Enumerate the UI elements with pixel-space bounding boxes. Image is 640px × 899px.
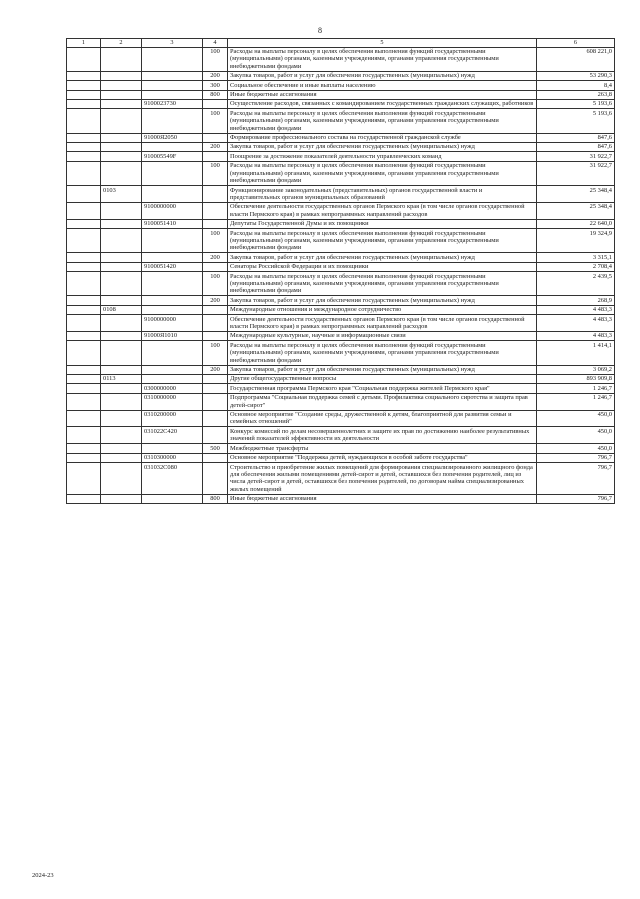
cell-description: Осуществление расходов, связанных с командированием государственных гражданских служащих, работников: [228, 99, 537, 108]
cell-description: Закупка товаров, работ и услуг для обеспечения государственных (муниципальных) нужд: [228, 71, 537, 80]
cell-expense-type: [203, 427, 228, 444]
cell-section: [101, 229, 142, 253]
cell-col-1: [67, 109, 101, 133]
cell-target-article: [142, 229, 203, 253]
cell-expense-type: [203, 186, 228, 203]
cell-col-1: [67, 253, 101, 262]
cell-expense-type: 800: [203, 90, 228, 99]
cell-section: [101, 109, 142, 133]
cell-col-1: [67, 494, 101, 503]
cell-expense-type: 200: [203, 71, 228, 80]
cell-description: Расходы на выплаты персоналу в целях обеспечения выполнения функций государственными (муниципальными) органами, казенными учреждениями, органами управления государственными внебюджетными фондами: [228, 272, 537, 296]
cell-description: Расходы на выплаты персоналу в целях обеспечения выполнения функций государственными (муниципальными) органами, казенными учреждениями, органами управления государственными внебюджетными фондами: [228, 47, 537, 71]
cell-description: Закупка товаров, работ и услуг для обеспечения государственных (муниципальных) нужд: [228, 253, 537, 262]
cell-target-article: 0300000000: [142, 384, 203, 393]
cell-target-article: 031022С420: [142, 427, 203, 444]
cell-amount: 19 324,9: [537, 229, 615, 253]
cell-section: 0113: [101, 374, 142, 383]
cell-expense-type: 100: [203, 341, 228, 365]
cell-expense-type: [203, 99, 228, 108]
cell-col-1: [67, 463, 101, 495]
cell-col-1: [67, 90, 101, 99]
column-header: 2: [101, 39, 142, 48]
cell-target-article: [142, 47, 203, 71]
cell-section: [101, 253, 142, 262]
cell-amount: 25 348,4: [537, 186, 615, 203]
cell-description: Межбюджетные трансферты: [228, 444, 537, 453]
cell-expense-type: 200: [203, 296, 228, 305]
cell-target-article: 9100000000: [142, 315, 203, 332]
table-row: [67, 272, 615, 296]
cell-section: [101, 161, 142, 185]
cell-description: Обеспечение деятельности государственных органов Пермского края (в том числе органов государственной власти Пермского края) в рамках непрограммных направлений расходов: [228, 202, 537, 219]
cell-target-article: 0310200000: [142, 410, 203, 427]
table-row: [67, 427, 615, 444]
cell-section: [101, 331, 142, 340]
cell-col-1: [67, 161, 101, 185]
table-row: [67, 229, 615, 253]
column-header: 3: [142, 39, 203, 48]
cell-expense-type: [203, 453, 228, 462]
cell-col-1: [67, 133, 101, 142]
cell-col-1: [67, 262, 101, 271]
column-header: 1: [67, 39, 101, 48]
cell-section: [101, 81, 142, 90]
table-body: [67, 47, 615, 504]
cell-target-article: [142, 142, 203, 151]
cell-col-1: [67, 341, 101, 365]
cell-expense-type: 500: [203, 444, 228, 453]
cell-description: Подпрограмма "Социальная поддержка семей с детьми. Профилактика социального сиротства и защита прав детей-сирот": [228, 393, 537, 410]
cell-col-1: [67, 186, 101, 203]
cell-target-article: 9100023730: [142, 99, 203, 108]
cell-target-article: [142, 341, 203, 365]
cell-amount: 3 315,1: [537, 253, 615, 262]
column-header: 4: [203, 39, 228, 48]
cell-amount: 3 069,2: [537, 365, 615, 374]
table-row: [67, 453, 615, 462]
cell-section: [101, 315, 142, 332]
cell-amount: 4 483,3: [537, 315, 615, 332]
cell-amount: 5 193,6: [537, 109, 615, 133]
cell-target-article: [142, 272, 203, 296]
cell-description: Международные отношения и международное сотрудничество: [228, 305, 537, 314]
cell-target-article: 0310000000: [142, 393, 203, 410]
cell-description: Расходы на выплаты персоналу в целях обеспечения выполнения функций государственными (муниципальными) органами, казенными учреждениями, органами управления государственными внебюджетными фондами: [228, 341, 537, 365]
cell-section: [101, 152, 142, 161]
cell-expense-type: [203, 410, 228, 427]
cell-description: Расходы на выплаты персоналу в целях обеспечения выполнения функций государственными (муниципальными) органами, казенными учреждениями, органами управления государственными внебюджетными фондами: [228, 109, 537, 133]
table-row: [67, 331, 615, 340]
cell-amount: 31 922,7: [537, 161, 615, 185]
cell-description: Закупка товаров, работ и услуг для обеспечения государственных (муниципальных) нужд: [228, 296, 537, 305]
cell-amount: 4 483,3: [537, 331, 615, 340]
cell-description: Формирование профессионального состава на государственной гражданской службе: [228, 133, 537, 142]
cell-target-article: [142, 365, 203, 374]
cell-col-1: [67, 202, 101, 219]
cell-amount: 5 193,6: [537, 99, 615, 108]
cell-description: Основное мероприятие "Поддержка детей, нуждающихся в особой заботе государства": [228, 453, 537, 462]
table-row: [67, 341, 615, 365]
cell-description: Строительство и приобретение жилых помещений для формирования специализированного жилищного фонда для обеспечения жилыми помещениями детей-сирот и детей, оставшихся без попечения родителей, лиц из числа детей-сирот и детей, оставшихся без попечения родителей, по договорам найма специализированных жилых помещений: [228, 463, 537, 495]
cell-description: Другие общегосударственные вопросы: [228, 374, 537, 383]
cell-amount: 22 640,0: [537, 219, 615, 228]
table-row: [67, 410, 615, 427]
cell-target-article: [142, 494, 203, 503]
cell-target-article: [142, 81, 203, 90]
cell-expense-type: 800: [203, 494, 228, 503]
cell-amount: 263,8: [537, 90, 615, 99]
cell-description: Международные культурные, научные и информационные связи: [228, 331, 537, 340]
cell-expense-type: 100: [203, 47, 228, 71]
table-row: [67, 109, 615, 133]
cell-col-1: [67, 229, 101, 253]
cell-col-1: [67, 331, 101, 340]
table-row: [67, 444, 615, 453]
cell-target-article: [142, 109, 203, 133]
cell-description: Функционирование законодательных (представительных) органов государственной власти и представительных органов муниципальных образований: [228, 186, 537, 203]
cell-target-article: 91000Я1010: [142, 331, 203, 340]
cell-target-article: [142, 90, 203, 99]
cell-col-1: [67, 393, 101, 410]
cell-section: [101, 410, 142, 427]
cell-section: [101, 444, 142, 453]
column-header: 5: [228, 39, 537, 48]
table-row: [67, 90, 615, 99]
footer-code: 2024-23: [32, 872, 54, 879]
cell-section: [101, 71, 142, 80]
cell-col-1: [67, 219, 101, 228]
cell-section: [101, 99, 142, 108]
cell-amount: 450,0: [537, 410, 615, 427]
table-row: [67, 296, 615, 305]
cell-target-article: [142, 71, 203, 80]
table-row: [67, 186, 615, 203]
cell-section: 0108: [101, 305, 142, 314]
cell-description: Иные бюджетные ассигнования: [228, 494, 537, 503]
cell-description: Обеспечение деятельности государственных органов Пермского края (в том числе органов государственной власти Пермского края) в рамках непрограммных направлений расходов: [228, 315, 537, 332]
cell-amount: 608 221,0: [537, 47, 615, 71]
cell-amount: 450,0: [537, 444, 615, 453]
table-row: [67, 253, 615, 262]
cell-col-1: [67, 47, 101, 71]
cell-col-1: [67, 99, 101, 108]
cell-col-1: [67, 81, 101, 90]
cell-amount: 8,4: [537, 81, 615, 90]
cell-expense-type: [203, 305, 228, 314]
cell-description: Основное мероприятие "Создание среды, дружественной к детям, благоприятной для развития семьи и семейных отношений": [228, 410, 537, 427]
cell-target-article: [142, 186, 203, 203]
cell-amount: 268,9: [537, 296, 615, 305]
cell-section: [101, 142, 142, 151]
cell-target-article: [142, 161, 203, 185]
cell-section: [101, 90, 142, 99]
cell-col-1: [67, 374, 101, 383]
table-row: [67, 202, 615, 219]
cell-section: 0103: [101, 186, 142, 203]
cell-target-article: 91000Я2050: [142, 133, 203, 142]
cell-target-article: 9100051410: [142, 219, 203, 228]
cell-description: Иные бюджетные ассигнования: [228, 90, 537, 99]
cell-description: Государственная программа Пермского края "Социальная поддержка жителей Пермского края": [228, 384, 537, 393]
cell-amount: 53 290,3: [537, 71, 615, 80]
cell-col-1: [67, 384, 101, 393]
cell-expense-type: 100: [203, 161, 228, 185]
cell-col-1: [67, 142, 101, 151]
table-row: [67, 133, 615, 142]
table-row: [67, 99, 615, 108]
cell-amount: 25 348,4: [537, 202, 615, 219]
cell-section: [101, 47, 142, 71]
table-row: [67, 384, 615, 393]
cell-expense-type: [203, 152, 228, 161]
cell-col-1: [67, 272, 101, 296]
cell-amount: 450,0: [537, 427, 615, 444]
cell-expense-type: 200: [203, 365, 228, 374]
table-row: [67, 161, 615, 185]
cell-target-article: [142, 296, 203, 305]
cell-description: Депутаты Государственной Думы и их помощники: [228, 219, 537, 228]
cell-description: Сенаторы Российской Федерации и их помощники: [228, 262, 537, 271]
cell-target-article: 0310300000: [142, 453, 203, 462]
cell-description: Конкурс комиссий по делам несовершеннолетних и защите их прав по достижению наиболее результативных значений показателей эффективности их деятельности: [228, 427, 537, 444]
cell-expense-type: 100: [203, 109, 228, 133]
cell-description: Закупка товаров, работ и услуг для обеспечения государственных (муниципальных) нужд: [228, 365, 537, 374]
cell-section: [101, 427, 142, 444]
cell-section: [101, 133, 142, 142]
cell-amount: 4 483,3: [537, 305, 615, 314]
cell-expense-type: [203, 219, 228, 228]
table-row: [67, 463, 615, 495]
cell-target-article: [142, 305, 203, 314]
cell-expense-type: 200: [203, 253, 228, 262]
cell-expense-type: [203, 331, 228, 340]
cell-expense-type: 200: [203, 142, 228, 151]
cell-col-1: [67, 296, 101, 305]
cell-description: Поощрение за достижение показателей деятельности управленческих команд: [228, 152, 537, 161]
budget-table: [66, 38, 615, 504]
cell-amount: 2 708,4: [537, 262, 615, 271]
cell-description: Расходы на выплаты персоналу в целях обеспечения выполнения функций государственными (муниципальными) органами, казенными учреждениями, органами управления государственными внебюджетными фондами: [228, 229, 537, 253]
cell-amount: 1 246,7: [537, 384, 615, 393]
table-row: [67, 374, 615, 383]
cell-section: [101, 453, 142, 462]
cell-section: [101, 463, 142, 495]
table-row: [67, 315, 615, 332]
table-row: [67, 262, 615, 271]
table-row: [67, 142, 615, 151]
table-row: [67, 494, 615, 503]
cell-section: [101, 296, 142, 305]
cell-amount: 1 414,1: [537, 341, 615, 365]
cell-target-article: 9100051420: [142, 262, 203, 271]
cell-expense-type: 100: [203, 229, 228, 253]
cell-expense-type: [203, 393, 228, 410]
cell-description: Социальное обеспечение и иные выплаты населению: [228, 81, 537, 90]
table-row: [67, 393, 615, 410]
cell-section: [101, 494, 142, 503]
cell-amount: 2 439,5: [537, 272, 615, 296]
table-row: [67, 305, 615, 314]
cell-col-1: [67, 444, 101, 453]
cell-description: Расходы на выплаты персоналу в целях обеспечения выполнения функций государственными (муниципальными) органами, казенными учреждениями, органами управления государственными внебюджетными фондами: [228, 161, 537, 185]
cell-expense-type: [203, 262, 228, 271]
cell-section: [101, 262, 142, 271]
cell-target-article: 031032С080: [142, 463, 203, 495]
table-row: [67, 47, 615, 71]
page-number: 8: [318, 26, 322, 35]
cell-amount: 847,6: [537, 133, 615, 142]
cell-expense-type: 100: [203, 272, 228, 296]
cell-target-article: [142, 374, 203, 383]
cell-target-article: [142, 253, 203, 262]
cell-section: [101, 202, 142, 219]
cell-section: [101, 365, 142, 374]
table-row: [67, 152, 615, 161]
column-header: 6: [537, 39, 615, 48]
table-header-row: [67, 39, 615, 48]
cell-target-article: [142, 444, 203, 453]
cell-amount: 796,7: [537, 463, 615, 495]
cell-col-1: [67, 315, 101, 332]
cell-expense-type: [203, 463, 228, 495]
cell-col-1: [67, 305, 101, 314]
cell-col-1: [67, 365, 101, 374]
cell-amount: 796,7: [537, 453, 615, 462]
cell-amount: 31 922,7: [537, 152, 615, 161]
table-row: [67, 71, 615, 80]
cell-description: Закупка товаров, работ и услуг для обеспечения государственных (муниципальных) нужд: [228, 142, 537, 151]
table-row: [67, 81, 615, 90]
cell-col-1: [67, 71, 101, 80]
cell-expense-type: [203, 315, 228, 332]
cell-amount: 893 909,8: [537, 374, 615, 383]
cell-section: [101, 384, 142, 393]
cell-col-1: [67, 427, 101, 444]
cell-expense-type: [203, 384, 228, 393]
cell-section: [101, 219, 142, 228]
cell-expense-type: [203, 202, 228, 219]
cell-section: [101, 393, 142, 410]
cell-section: [101, 341, 142, 365]
cell-amount: 847,6: [537, 142, 615, 151]
cell-expense-type: [203, 374, 228, 383]
cell-col-1: [67, 410, 101, 427]
cell-col-1: [67, 152, 101, 161]
table-row: [67, 365, 615, 374]
cell-col-1: [67, 453, 101, 462]
cell-expense-type: [203, 133, 228, 142]
table-row: [67, 219, 615, 228]
cell-target-article: 9100000000: [142, 202, 203, 219]
cell-target-article: 910005549F: [142, 152, 203, 161]
cell-amount: 1 246,7: [537, 393, 615, 410]
cell-expense-type: 300: [203, 81, 228, 90]
cell-section: [101, 272, 142, 296]
cell-amount: 796,7: [537, 494, 615, 503]
